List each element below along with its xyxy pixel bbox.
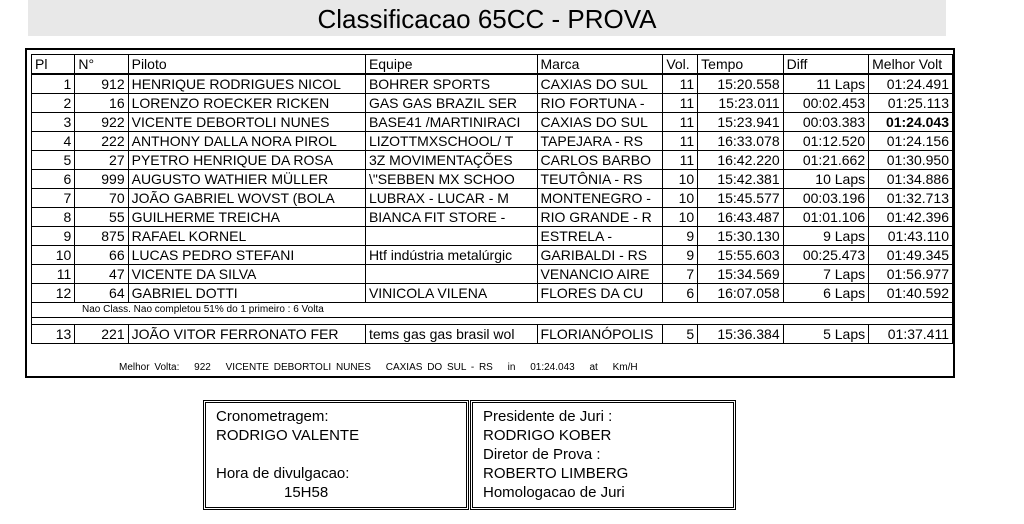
best-lap-label: Melhor Volta: xyxy=(119,362,180,373)
cell-pl: 7 xyxy=(32,189,75,208)
cell-diff: 6 Laps xyxy=(783,284,868,303)
table-row xyxy=(32,246,953,265)
cell-equipe: LIZOTTMXSCHOOL/ T xyxy=(365,132,537,151)
col-header-piloto: Piloto xyxy=(128,55,365,75)
table-row xyxy=(32,189,953,208)
cell-equipe: BIANCA FIT STORE - xyxy=(365,208,537,227)
cell-vol: 11 xyxy=(663,132,698,151)
cell-number: 221 xyxy=(75,325,128,344)
cell-melhor: 01:24.156 xyxy=(869,132,953,151)
cell-diff: 01:21.662 xyxy=(783,151,868,170)
cell-melhor: 01:40.592 xyxy=(869,284,953,303)
cell-melhor: 01:43.110 xyxy=(869,227,953,246)
cell-melhor: 01:56.977 xyxy=(869,265,953,284)
cell-marca: RIO FORTUNA - xyxy=(537,94,663,113)
cell-diff: 00:02.453 xyxy=(783,94,868,113)
col-header-diff: Diff xyxy=(783,55,868,75)
cell-number: 999 xyxy=(75,170,128,189)
best-lap-summary xyxy=(119,362,648,373)
cell-number: 912 xyxy=(75,74,128,94)
col-header-number: N° xyxy=(75,55,128,75)
cell-equipe: \"SEBBEN MX SCHOO xyxy=(365,170,537,189)
cell-vol: 10 xyxy=(663,208,698,227)
cell-piloto: AUGUSTO WATHIER MÜLLER xyxy=(128,170,365,189)
cell-melhor: 01:49.345 xyxy=(869,246,953,265)
release-time: 15H58 xyxy=(284,484,329,501)
cell-melhor: 01:25.113 xyxy=(869,94,953,113)
cell-melhor: 01:32.713 xyxy=(869,189,953,208)
cell-tempo: 15:23.011 xyxy=(698,94,783,113)
cell-vol: 11 xyxy=(663,74,698,94)
col-header-tempo: Tempo xyxy=(698,55,783,75)
cell-melhor: 01:37.411 xyxy=(869,325,953,344)
cell-pl: 6 xyxy=(32,170,75,189)
cell-piloto: GABRIEL DOTTI xyxy=(128,284,365,303)
cell-marca: FLORES DA CU xyxy=(537,284,663,303)
cell-equipe: Htf indústria metalúrgic xyxy=(365,246,537,265)
cell-tempo: 15:42.381 xyxy=(698,170,783,189)
cell-diff: 01:12.520 xyxy=(783,132,868,151)
timing-name: RODRIGO VALENTE xyxy=(216,427,360,444)
cell-pl: 5 xyxy=(32,151,75,170)
cell-diff: 5 Laps xyxy=(783,325,868,344)
best-lap-unit: Km/H xyxy=(612,362,638,373)
cell-marca: MONTENEGRO - xyxy=(537,189,663,208)
cell-piloto: VICENTE DA SILVA xyxy=(128,265,365,284)
cell-piloto: GUILHERME TREICHA xyxy=(128,208,365,227)
cell-pl: 12 xyxy=(32,284,75,303)
page-title: Classificacao 65CC - PROVA xyxy=(28,0,946,36)
cell-pl: 10 xyxy=(32,246,75,265)
table-row xyxy=(32,265,953,284)
cell-marca: TAPEJARA - RS xyxy=(537,132,663,151)
cell-melhor: 01:24.491 xyxy=(869,74,953,94)
cell-marca: TEUTÔNIA - RS xyxy=(537,170,663,189)
cell-pl: 11 xyxy=(32,265,75,284)
cell-pl: 2 xyxy=(32,94,75,113)
cell-equipe: BOHRER SPORTS xyxy=(365,74,537,94)
cell-tempo: 15:20.558 xyxy=(698,74,783,94)
cell-vol: 11 xyxy=(663,151,698,170)
cell-piloto: RAFAEL KORNEL xyxy=(128,227,365,246)
col-header-vol: Vol. xyxy=(663,55,698,75)
cell-equipe: LUBRAX - LUCAR - M xyxy=(365,189,537,208)
table-row xyxy=(32,94,953,113)
cell-diff: 00:03.196 xyxy=(783,189,868,208)
cell-pl: 4 xyxy=(32,132,75,151)
cell-melhor: 01:24.043 xyxy=(869,113,953,132)
cell-pl: 3 xyxy=(32,113,75,132)
cell-equipe: tems gas gas brasil wol xyxy=(365,325,537,344)
cell-diff: 00:25.473 xyxy=(783,246,868,265)
table-row xyxy=(32,151,953,170)
cell-equipe xyxy=(365,265,537,284)
col-header-melhor: Melhor Volt xyxy=(869,55,953,75)
cell-tempo: 15:45.577 xyxy=(698,189,783,208)
cell-vol: 10 xyxy=(663,189,698,208)
col-header-pl: Pl xyxy=(32,55,75,75)
cell-marca: FLORIANÓPOLIS xyxy=(537,325,663,344)
jury-label: Presidente de Juri : xyxy=(483,408,613,425)
cell-equipe: BASE41 /MARTINIRACI xyxy=(365,113,537,132)
cell-piloto: ANTHONY DALLA NORA PIROL xyxy=(128,132,365,151)
cell-number: 55 xyxy=(75,208,128,227)
cell-pl: 9 xyxy=(32,227,75,246)
header-row xyxy=(32,55,953,75)
cell-vol: 7 xyxy=(663,265,698,284)
cell-marca: VENANCIO AIRE xyxy=(537,265,663,284)
table-row xyxy=(32,74,953,94)
cell-number: 64 xyxy=(75,284,128,303)
cell-marca: RIO GRANDE - R xyxy=(537,208,663,227)
results-table xyxy=(31,54,953,344)
cell-piloto: HENRIQUE RODRIGUES NICOL xyxy=(128,74,365,94)
table-row xyxy=(32,325,953,344)
results-panel xyxy=(25,48,955,378)
table-row xyxy=(32,284,953,303)
cell-diff: 10 Laps xyxy=(783,170,868,189)
table-row xyxy=(32,132,953,151)
cell-marca: ESTRELA - xyxy=(537,227,663,246)
cell-tempo: 15:30.130 xyxy=(698,227,783,246)
cell-piloto: LUCAS PEDRO STEFANI xyxy=(128,246,365,265)
jury-name: RODRIGO KOBER xyxy=(483,427,612,444)
director-label: Diretor de Prova : xyxy=(483,446,601,463)
cell-piloto: LORENZO ROECKER RICKEN xyxy=(128,94,365,113)
cell-number: 27 xyxy=(75,151,128,170)
cell-number: 66 xyxy=(75,246,128,265)
best-lap-name: VICENTE DEBORTOLI NUNES xyxy=(225,362,371,373)
cell-equipe: VINICOLA VILENA xyxy=(365,284,537,303)
table-row xyxy=(32,113,953,132)
table-row xyxy=(32,170,953,189)
cell-tempo: 15:55.603 xyxy=(698,246,783,265)
cell-number: 70 xyxy=(75,189,128,208)
jury-box xyxy=(470,400,736,510)
table-row xyxy=(32,227,953,246)
cell-piloto: JOÃO VITOR FERRONATO FER xyxy=(128,325,365,344)
best-lap-at: at xyxy=(589,362,598,373)
cell-piloto: VICENTE DEBORTOLI NUNES xyxy=(128,113,365,132)
cell-number: 16 xyxy=(75,94,128,113)
cell-pl: 1 xyxy=(32,74,75,94)
cell-diff: 9 Laps xyxy=(783,227,868,246)
cell-melhor: 01:34.886 xyxy=(869,170,953,189)
cell-number: 875 xyxy=(75,227,128,246)
col-header-equipe: Equipe xyxy=(365,55,537,75)
director-name: ROBERTO LIMBERG xyxy=(483,465,629,482)
cell-tempo: 16:07.058 xyxy=(698,284,783,303)
cell-piloto: PYETRO HENRIQUE DA ROSA xyxy=(128,151,365,170)
cell-vol: 5 xyxy=(663,325,698,344)
cell-marca: CAXIAS DO SUL xyxy=(537,113,663,132)
cell-melhor: 01:42.396 xyxy=(869,208,953,227)
cell-tempo: 15:34.569 xyxy=(698,265,783,284)
cell-vol: 9 xyxy=(663,246,698,265)
cell-tempo: 16:33.078 xyxy=(698,132,783,151)
cell-vol: 11 xyxy=(663,94,698,113)
unclassified-note: Nao Class. Nao completou 51% do 1 primeiro : 6 Volta xyxy=(32,303,953,318)
cell-diff: 00:03.383 xyxy=(783,113,868,132)
cell-vol: 6 xyxy=(663,284,698,303)
col-header-marca: Marca xyxy=(537,55,663,75)
cell-vol: 10 xyxy=(663,170,698,189)
cell-equipe: 3Z MOVIMENTAÇÕES xyxy=(365,151,537,170)
cell-tempo: 15:23.941 xyxy=(698,113,783,132)
cell-pl: 13 xyxy=(32,325,75,344)
best-lap-in: in xyxy=(507,362,516,373)
timing-box xyxy=(203,400,469,510)
cell-melhor: 01:30.950 xyxy=(869,151,953,170)
cell-pl: 8 xyxy=(32,208,75,227)
table-row xyxy=(32,208,953,227)
cell-marca: CAXIAS DO SUL xyxy=(537,74,663,94)
cell-diff: 01:01.106 xyxy=(783,208,868,227)
cell-number: 922 xyxy=(75,113,128,132)
cell-vol: 11 xyxy=(663,113,698,132)
timing-label: Cronometragem: xyxy=(216,408,329,425)
cell-tempo: 15:36.384 xyxy=(698,325,783,344)
cell-marca: GARIBALDI - RS xyxy=(537,246,663,265)
best-lap-city: CAXIAS DO SUL - RS xyxy=(385,362,493,373)
release-label: Hora de divulgacao: xyxy=(216,465,350,482)
cell-tempo: 16:42.220 xyxy=(698,151,783,170)
cell-vol: 9 xyxy=(663,227,698,246)
cell-equipe xyxy=(365,227,537,246)
cell-number: 222 xyxy=(75,132,128,151)
best-lap-number: 922 xyxy=(194,362,211,373)
cell-marca: CARLOS BARBO xyxy=(537,151,663,170)
cell-diff: 7 Laps xyxy=(783,265,868,284)
cell-diff: 11 Laps xyxy=(783,74,868,94)
best-lap-time: 01:24.043 xyxy=(530,362,575,373)
homolog-label: Homologacao de Juri xyxy=(483,484,625,501)
cell-piloto: JOÃO GABRIEL WOVST (BOLA xyxy=(128,189,365,208)
cell-number: 47 xyxy=(75,265,128,284)
cell-tempo: 16:43.487 xyxy=(698,208,783,227)
cell-equipe: GAS GAS BRAZIL SER xyxy=(365,94,537,113)
